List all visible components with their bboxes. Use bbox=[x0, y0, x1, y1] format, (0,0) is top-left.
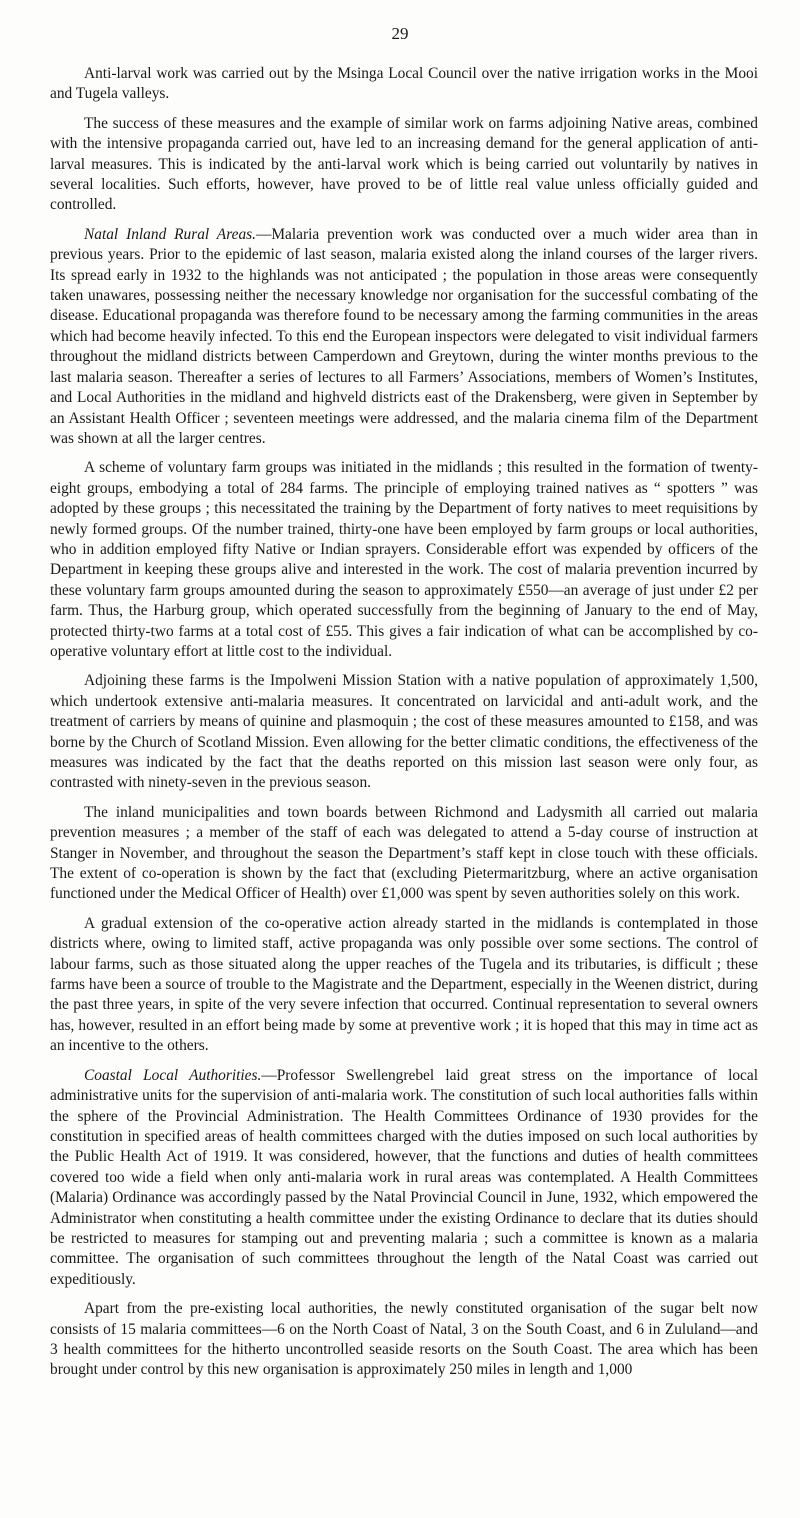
paragraph bbox=[50, 114, 758, 216]
paragraph bbox=[50, 458, 758, 662]
paragraph-text: A scheme of voluntary farm groups was initiated in the midlands ; this resulted in the formation of twenty-eight groups, embodying a total of 284 farms. The principle of employing trained natives as “ spotters ” was adopted by these groups ; this necessitated the training by the Department of forty natives to meet requisitions by newly formed groups. Of the number trained, thirty-one have been employed by farm groups or local authorities, who in addition employed fifty Native or Indian sprayers. Considerable effort was expended by officers of the Department in keeping these groups alive and interested in the work. The cost of malaria prevention incurred by these voluntary farm groups amounted during the season to approximately £550—an average of just under £2 per farm. Thus, the Harburg group, which operated successfully from the beginning of January to the end of May, protected thirty-two farms at a total cost of £55. This gives a fair indication of what can be accomplished by co-operative voluntary effort at little cost to the individual. bbox=[50, 459, 758, 660]
paragraph-text: Adjoining these farms is the Impolweni Mission Station with a native population of approximately 1,500, which undertook extensive anti-malaria measures. It concentrated on larvicidal and anti-adult work, and the treatment of carriers by means of quinine and plasmoquin ; the cost of these measures amounted to £158, and was borne by the Church of Scotland Mission. Even allowing for the better climatic conditions, the effectiveness of the measures was indicated by the fact that the deaths reported on this mission last season were only four, as contrasted with ninety-seven in the previous season. bbox=[50, 672, 758, 792]
paragraph bbox=[50, 1066, 758, 1290]
section-heading: Coastal Local Authorities. bbox=[84, 1066, 262, 1084]
paragraph bbox=[50, 914, 758, 1057]
paragraph bbox=[50, 64, 758, 105]
body-text bbox=[50, 64, 758, 1390]
paragraph bbox=[50, 1299, 758, 1381]
paragraph-text: The success of these measures and the example of similar work on farms adjoining Native areas, combined with the intensive propaganda carried out, have led to an increasing demand for the general application of anti-larval measures. This is indicated by the anti-larval work which is being carried out voluntarily by natives in several localities. Such efforts, however, have proved to be of little real value unless officially guided and controlled. bbox=[50, 114, 758, 214]
paragraph-text: Anti-larval work was carried out by the Msinga Local Council over the native irrigation works in the Mooi and Tugela valleys. bbox=[50, 65, 758, 103]
page-number: 29 bbox=[391, 24, 409, 43]
paragraph-text: The inland municipalities and town boards between Richmond and Ladysmith all carried out malaria prevention measures ; a member of the staff of each was delegated to attend a 5-day course of instruction at Stanger in November, and throughout the season the Department’s staff kept in close touch with these officials. The extent of co-operation is shown by the fact that (excluding Pietermaritzburg, where an active organisation functioned under the Medical Officer of Health) over £1,000 was spent by seven authorities solely on this work. bbox=[50, 803, 758, 903]
paragraph bbox=[50, 803, 758, 905]
paragraph-text: —Malaria prevention work was conducted over a much wider area than in previous years. Prior to the epidemic of last season, malaria existed along the inland courses of the larger rivers. Its spread early in 1932 to the highlands was not anticipated ; the population in those areas were consequently taken unawares, possessing neither the necessary knowledge nor organisation for the successful combating of the disease. Educational propaganda was therefore found to be necessary among the farming communities in the areas which had become heavily infected. To this end the European inspectors were delegated to visit individual farmers throughout the midland districts between Camperdown and Greytown, during the winter months previous to the last malaria season. Thereafter a series of lectures to all Farmers’ Associations, members of Women’s Institutes, and Local Authorities in the midland and highveld districts east of the Drakensberg, were given in September by an Assistant Health Officer ; seventeen meetings were addressed, and the malaria cinema film of the Department was shown at all the larger centres. bbox=[50, 225, 758, 447]
section-heading: Natal Inland Rural Areas. bbox=[84, 225, 256, 243]
paragraph-text: A gradual extension of the co-operative action already started in the midlands is contemplated in those districts where, owing to limited staff, active propaganda was only possible over some sections. The control of labour farms, such as those situated along the upper reaches of the Tugela and its tributaries, is difficult ; these farms have been a source of trouble to the Magistrate and the Department, especially in the Weenen district, during the past three years, in spite of the very severe infection that occurred. Continual representation to several owners has, however, resulted in an effort being made by some at preventive work ; it is hoped that this may in time act as an incentive to the others. bbox=[50, 914, 758, 1055]
paragraph bbox=[50, 225, 758, 449]
paragraph-text: —Professor Swellengrebel laid great stress on the importance of local administrative units for the supervision of anti-malaria work. The constitution of such local authorities falls within the sphere of the Provincial Administration. The Health Committees Ordinance of 1930 provides for the constitution in specified areas of health committees charged with the duties imposed on such local authorities by the Public Health Act of 1919. It was considered, however, that the functions and duties of health committees covered too wide a field when only anti-malaria work in rural areas was contemplated. A Health Committees (Malaria) Ordinance was accordingly passed by the Natal Provincial Council in June, 1932, which empowered the Administrator when constituting a health committee under the existing Ordinance to declare that its duties should be restricted to measures for stamping out and preventing malaria ; such a committee is known as a malaria committee. The organisation of such committees throughout the length of the Natal Coast was carried out expeditiously. bbox=[50, 1066, 758, 1288]
paragraph-text: Apart from the pre-existing local authorities, the newly constituted organisation of the sugar belt now consists of 15 malaria committees—6 on the North Coast of Natal, 3 on the South Coast, and 6 in Zululand—and 3 health committees for the hitherto uncontrolled seaside resorts on the South Coast. The area which has been brought under control by this new organisation is approximately 250 miles in length and 1,000 bbox=[50, 1300, 758, 1379]
paragraph bbox=[50, 671, 758, 793]
